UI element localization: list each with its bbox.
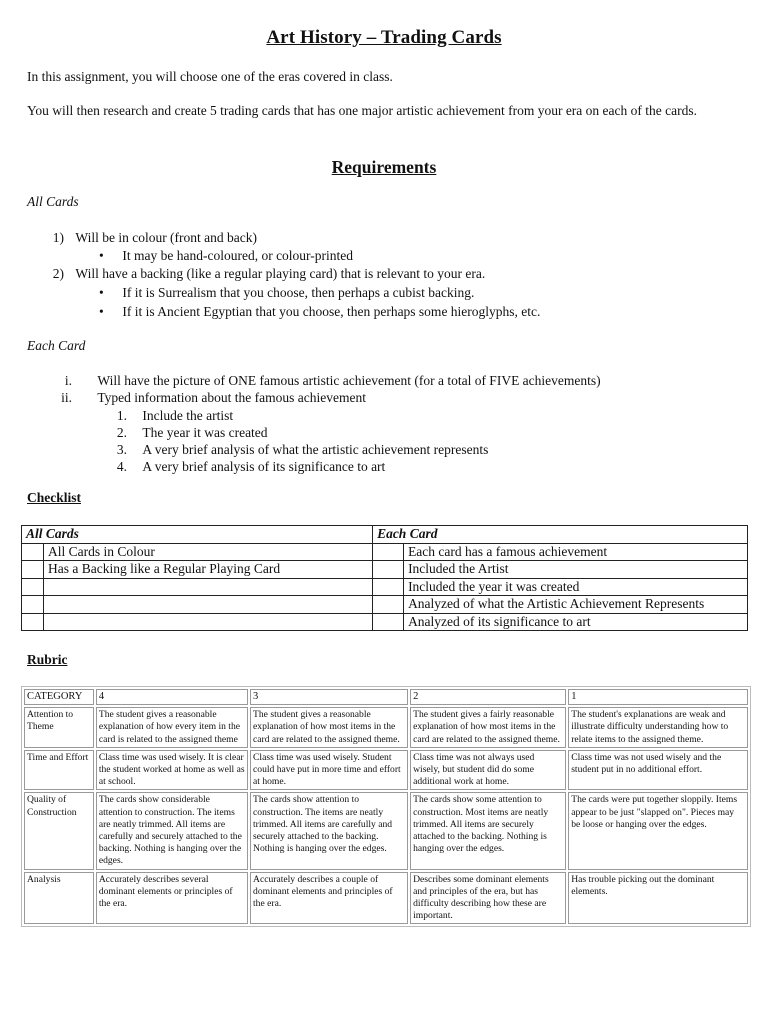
table-cell: The cards show attention to construction. The items are neatly trimmed. All items are carefully and securely attached to the backing. Nothing is hanging over the edges. <box>250 792 408 869</box>
list-number: 2) <box>52 266 64 281</box>
table-row <box>22 543 748 561</box>
list-number: 1) <box>52 230 64 245</box>
list-text: A very brief analysis of its significance to art <box>142 459 386 474</box>
list-item <box>105 424 268 441</box>
list-item <box>46 265 485 282</box>
table-cell: Class time was not used wisely and the student put in no additional effort. <box>568 750 748 791</box>
list-number: i. <box>64 373 72 388</box>
list-item <box>50 372 601 389</box>
column-header-all-cards: All Cards <box>22 526 373 544</box>
column-header: 4 <box>96 689 248 705</box>
bullet-icon: • <box>99 304 104 319</box>
checkbox-cell <box>373 561 404 579</box>
table-cell: Included the year it was created <box>404 578 748 596</box>
table-cell: Class time was used wisely. It is clear the student worked at home as well as at school. <box>96 750 248 791</box>
list-item <box>99 284 474 301</box>
list-number: 4. <box>116 459 127 474</box>
checkbox-cell <box>22 613 44 631</box>
list-text: The year it was created <box>142 425 268 440</box>
checkbox-cell <box>22 561 44 579</box>
checklist-table <box>21 525 748 631</box>
intro-paragraph-2: You will then research and create 5 trading cards that has one major artistic achievement from your era on each of the cards. <box>27 103 697 118</box>
table-row <box>22 578 748 596</box>
checkbox-cell <box>22 578 44 596</box>
table-cell: Has a Backing like a Regular Playing Card <box>44 561 373 579</box>
checkbox-cell <box>373 578 404 596</box>
table-cell: Included the Artist <box>404 561 748 579</box>
table-cell <box>44 613 373 631</box>
table-cell: All Cards in Colour <box>44 543 373 561</box>
table-row <box>24 750 748 791</box>
list-number: 2. <box>116 425 127 440</box>
table-cell: Describes some dominant elements and principles of the era, but has difficulty describing how these are important. <box>410 872 566 925</box>
table-row <box>24 792 748 869</box>
table-cell: Class time was not always used wisely, but student did do some additional work at home. <box>410 750 566 791</box>
table-cell: The student gives a reasonable explanation of how every item in the card is related to the assigned theme <box>96 707 248 748</box>
list-text: If it is Surrealism that you choose, then perhaps a cubist backing. <box>122 285 475 300</box>
table-row <box>24 707 748 748</box>
checkbox-cell <box>373 596 404 614</box>
table-cell: Has trouble picking out the dominant elements. <box>568 872 748 925</box>
list-item <box>99 247 353 264</box>
list-item <box>105 441 488 458</box>
list-text: Include the artist <box>142 408 234 423</box>
each-card-heading: Each Card <box>27 338 86 353</box>
list-number: 1. <box>116 408 127 423</box>
bullet-icon: • <box>99 248 104 263</box>
category-cell: Attention to Theme <box>24 707 94 748</box>
list-number: 3. <box>116 442 127 457</box>
table-cell: Accurately describes a couple of dominant elements and principles of the era. <box>250 872 408 925</box>
table-cell: The student gives a reasonable explanation of how most items in the card are related to the assigned theme. <box>250 707 408 748</box>
requirements-heading: Requirements <box>331 157 437 177</box>
table-cell: Each card has a famous achievement <box>404 543 748 561</box>
checkbox-cell <box>373 613 404 631</box>
column-header-each-card: Each Card <box>373 526 748 544</box>
list-text: Typed information about the famous achievement <box>97 390 366 405</box>
table-cell: Analyzed of its significance to art <box>404 613 748 631</box>
category-cell: Quality of Construction <box>24 792 94 869</box>
category-cell: Time and Effort <box>24 750 94 791</box>
checkbox-cell <box>22 543 44 561</box>
list-text: Will have a backing (like a regular playing card) that is relevant to your era. <box>75 266 486 281</box>
list-item <box>105 407 233 424</box>
table-cell: The student's explanations are weak and illustrate difficulty understanding how to relate items to the assigned theme. <box>568 707 748 748</box>
table-row <box>22 561 748 579</box>
table-cell: Accurately describes several dominant elements or principles of the era. <box>96 872 248 925</box>
table-header-row <box>24 689 748 705</box>
list-text: A very brief analysis of what the artistic achievement represents <box>142 442 489 457</box>
all-cards-heading: All Cards <box>27 194 79 209</box>
checkbox-cell <box>22 596 44 614</box>
column-header: 1 <box>568 689 748 705</box>
table-header-row <box>22 526 748 544</box>
list-number: ii. <box>61 390 72 405</box>
list-text: Will have the picture of ONE famous artistic achievement (for a total of FIVE achievements) <box>97 373 601 388</box>
list-text: Will be in colour (front and back) <box>75 230 258 245</box>
category-cell: Analysis <box>24 872 94 925</box>
table-cell: Class time was used wisely. Student could have put in more time and effort at home. <box>250 750 408 791</box>
checkbox-cell <box>373 543 404 561</box>
table-cell: The cards show considerable attention to construction. The items are neatly trimmed. All items are carefully and securely attached to the backing. Nothing is hanging over the edges. <box>96 792 248 869</box>
rubric-heading: Rubric <box>27 652 68 667</box>
table-cell <box>44 596 373 614</box>
list-text: If it is Ancient Egyptian that you choose, then perhaps some hieroglyphs, etc. <box>122 304 541 319</box>
table-cell: Analyzed of what the Artistic Achievement Represents <box>404 596 748 614</box>
column-header: 2 <box>410 689 566 705</box>
bullet-icon: • <box>99 285 104 300</box>
column-header: 3 <box>250 689 408 705</box>
list-item <box>99 303 540 320</box>
list-item <box>50 389 366 406</box>
list-item <box>46 229 257 246</box>
table-cell: The student gives a fairly reasonable explanation of how most items in the card are related to the assigned theme. <box>410 707 566 748</box>
list-item <box>105 458 385 475</box>
intro-paragraph-1: In this assignment, you will choose one of the eras covered in class. <box>27 69 393 84</box>
checklist-heading: Checklist <box>27 490 81 505</box>
rubric-table <box>21 686 751 927</box>
table-cell: The cards were put together sloppily. Items appear to be just "slapped on". Pieces may be loose or hanging over the edges. <box>568 792 748 869</box>
table-row <box>24 872 748 925</box>
table-cell <box>44 578 373 596</box>
column-header: CATEGORY <box>24 689 94 705</box>
list-text: It may be hand-coloured, or colour-printed <box>122 248 354 263</box>
table-row <box>22 596 748 614</box>
document-title: Art History – Trading Cards <box>266 27 502 48</box>
table-row <box>22 613 748 631</box>
table-cell: The cards show some attention to construction. Most items are neatly trimmed. All items are securely attached to the backing. Nothing is hanging over the edges. <box>410 792 566 869</box>
